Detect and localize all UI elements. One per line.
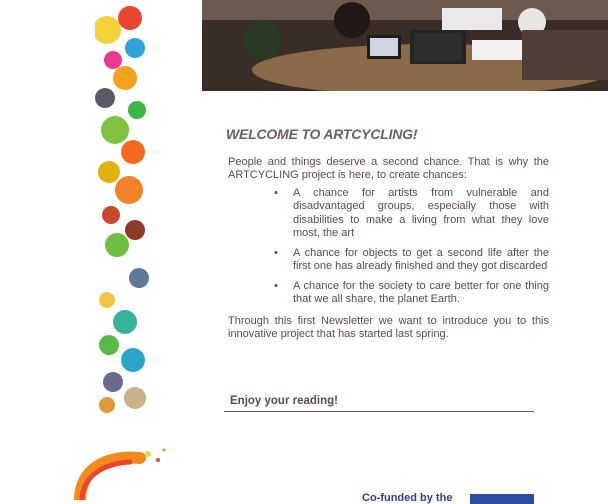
cofunded-text: Co-funded by the xyxy=(362,492,453,504)
article-body xyxy=(226,128,549,342)
article-heading: WELCOME TO ARTCYCLING! xyxy=(226,126,418,142)
outro-paragraph: Through this first Newsletter we want to introduce you to this innovative project that has started last spring. xyxy=(228,314,549,340)
signoff-text: Enjoy your reading! xyxy=(230,395,338,407)
header-photo xyxy=(202,0,608,91)
list-item-text: A chance for artists from vulnerable and disadvantaged groups, especially those with disabilities to make a living from what they love most, the art xyxy=(293,186,549,239)
intro-paragraph: People and things deserve a second chance. That is why the ARTCYCLING project is here, to create chances: xyxy=(228,155,549,181)
chance-list xyxy=(226,187,549,307)
bullet-icon: • xyxy=(274,186,278,199)
bullet-icon: • xyxy=(274,279,278,292)
paint-splash-strip xyxy=(95,0,150,415)
bullet-icon: • xyxy=(274,246,278,259)
artcycling-logo-icon xyxy=(60,440,180,500)
list-item-text: A chance for the society to care better for one thing that we all share, the planet Earth. xyxy=(293,279,549,305)
list-item-text: A chance for objects to get a second life after the first one has already finished and they got discarded xyxy=(293,246,549,272)
list-item xyxy=(274,187,549,241)
divider xyxy=(224,411,534,412)
eu-flag-icon xyxy=(470,494,534,504)
list-item xyxy=(274,247,549,274)
list-item xyxy=(274,280,549,307)
